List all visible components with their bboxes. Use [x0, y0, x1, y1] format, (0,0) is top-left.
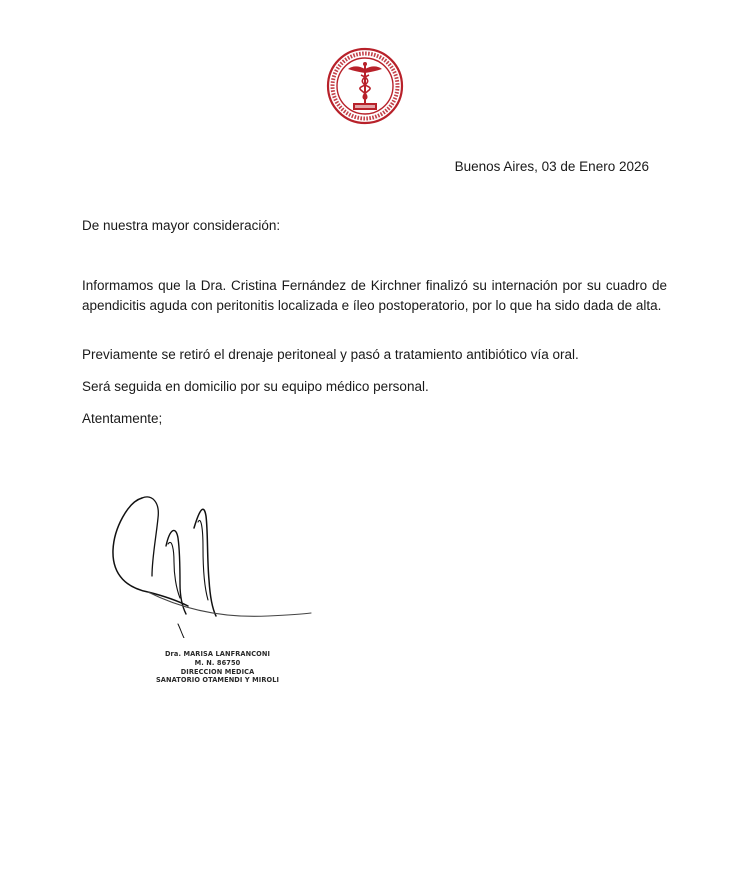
date-line: Buenos Aires, 03 de Enero 2026	[454, 159, 649, 174]
paragraph-discharge: Informamos que la Dra. Cristina Fernández de Kirchner finalizó su internación por su cuadro de apendicitis aguda con peritonitis localizada e íleo postoperatorio, por lo que ha sido dada de alta.	[82, 278, 667, 313]
sanatorio-seal-logo	[326, 47, 404, 125]
stamp-license: M. N. 86750	[194, 658, 241, 667]
closing: Atentamente;	[82, 411, 163, 426]
salutation: De nuestra mayor consideración:	[82, 218, 281, 233]
stamp-institution: SANATORIO OTAMENDI Y MIROLI	[155, 676, 280, 685]
signature-stamp	[150, 650, 285, 685]
handwritten-signature	[108, 488, 318, 638]
paragraph-treatment: Previamente se retiró el drenaje peritoneal y pasó a tratamiento antibiótico vía oral.	[82, 347, 579, 362]
stamp-department: DIRECCION MEDICA	[180, 667, 255, 676]
stamp-name: Dra. MARISA LANFRANCONI	[164, 650, 271, 658]
paragraph-follow-up: Será seguida en domicilio por su equipo médico personal.	[82, 379, 429, 394]
